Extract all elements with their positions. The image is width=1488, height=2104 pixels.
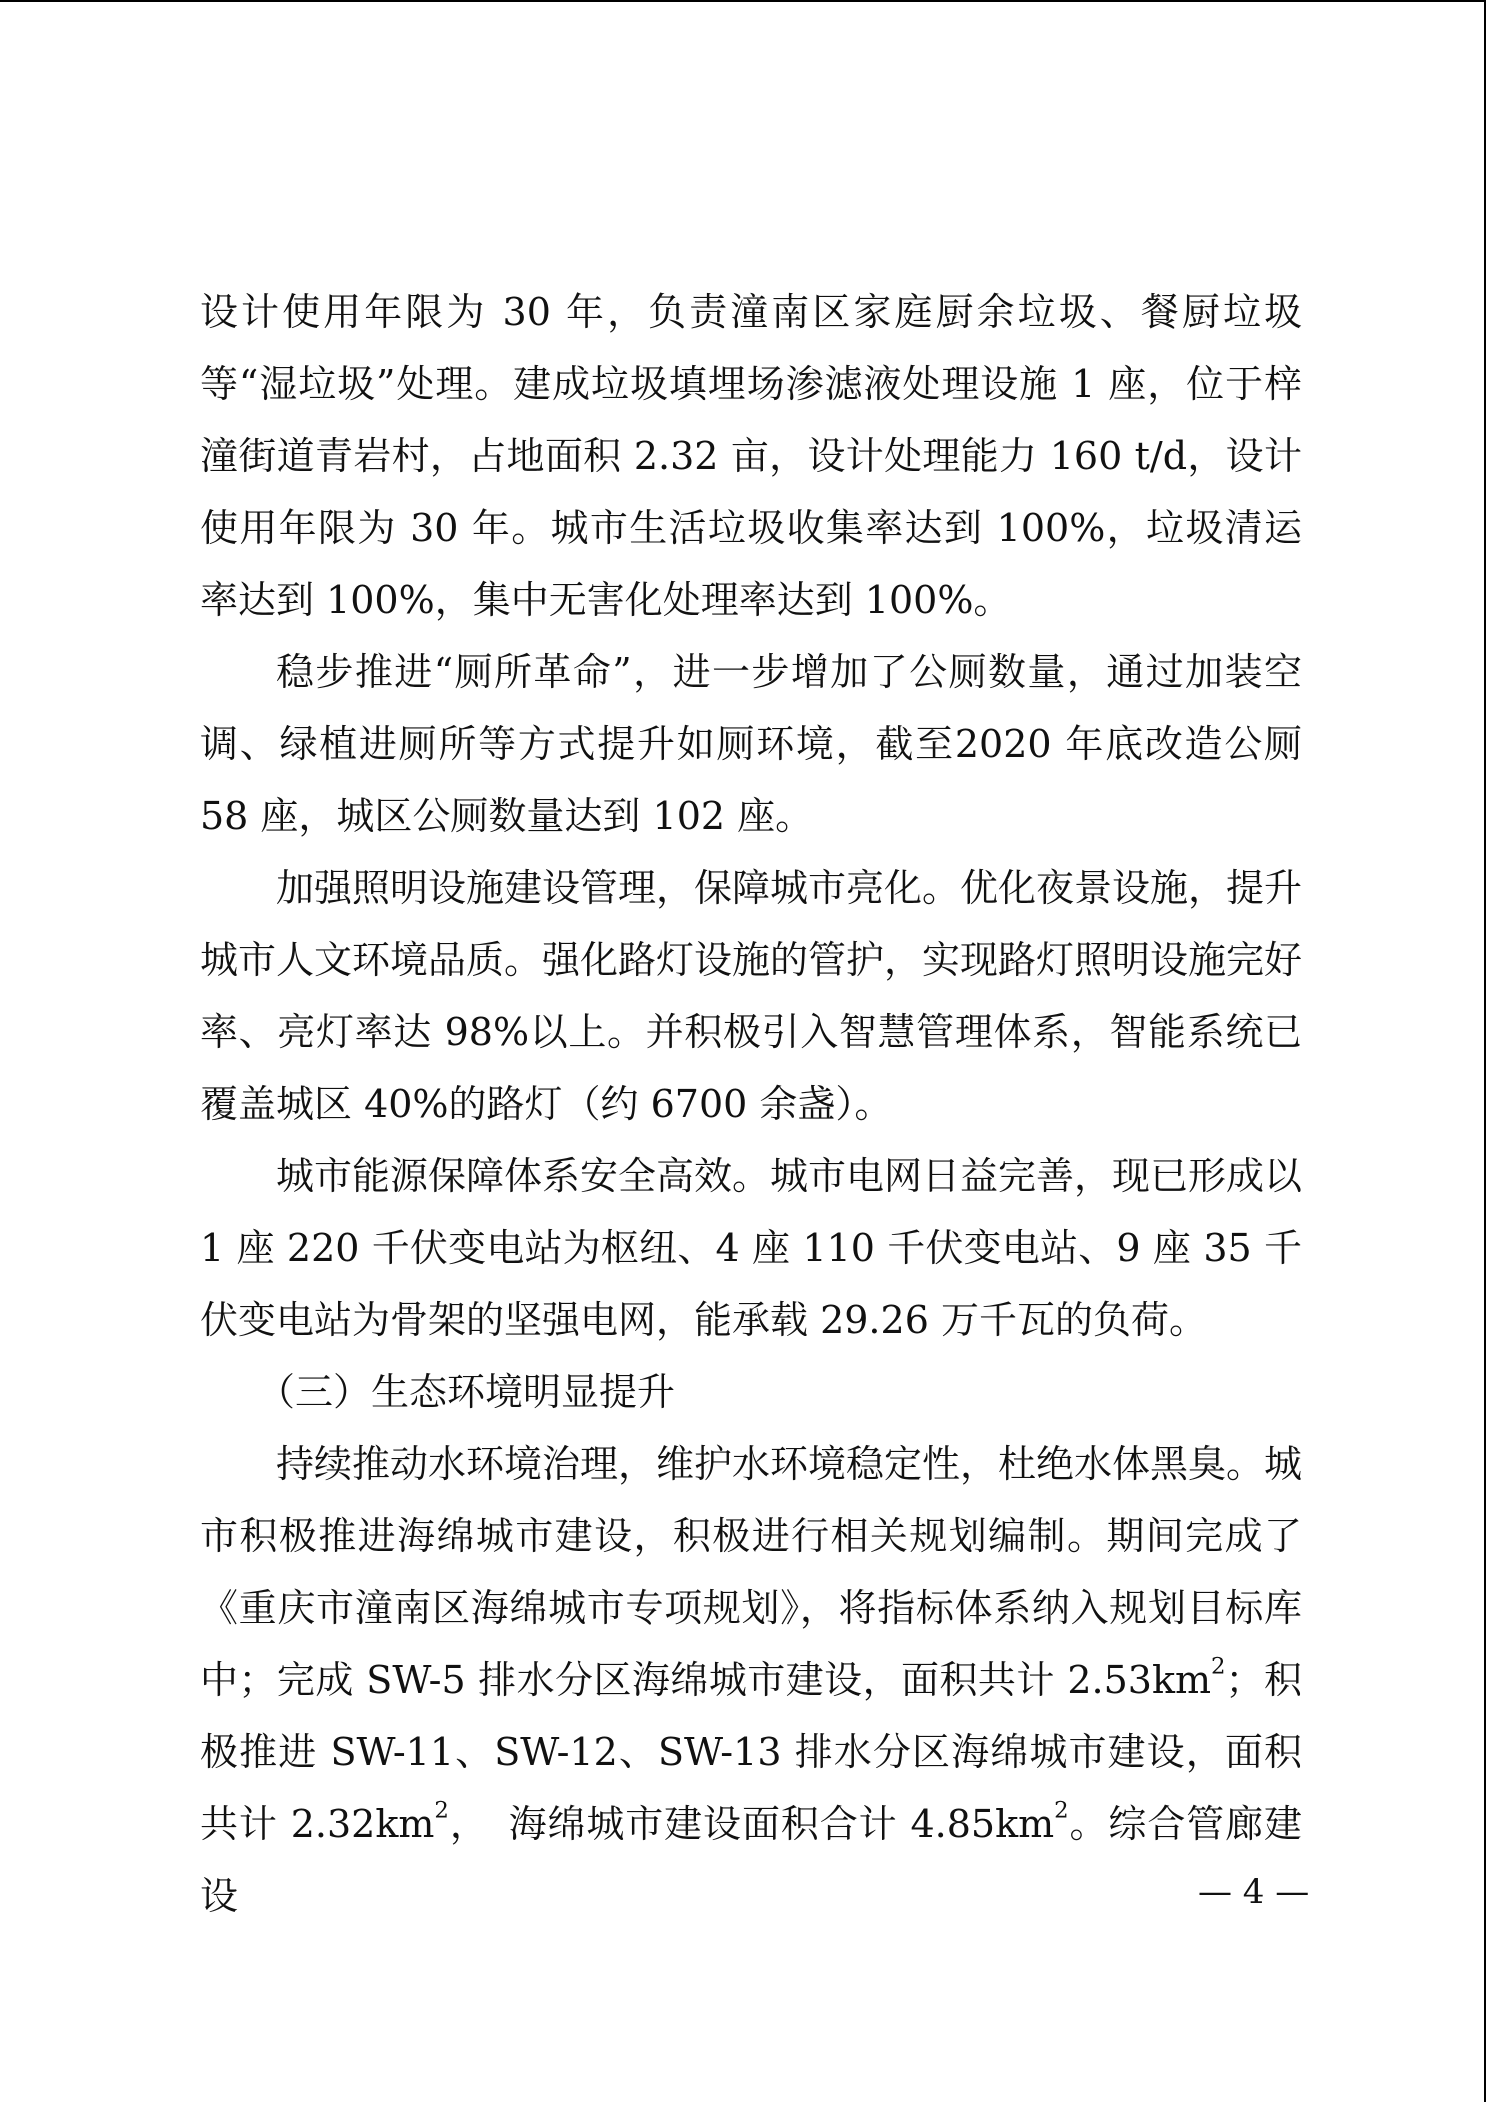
paragraph-toilet-revolution: 稳步推进“厕所革命”，进一步增加了公厕数量，通过加装空调、绿植进厕所等方式提升如厕环境，截至2020 年底改造公厕 58 座，城区公厕数量达到 102 座。 <box>200 650 1302 838</box>
superscript-3: 2 <box>1054 1797 1069 1824</box>
section-heading: （三）生态环境明显提升 <box>257 1370 676 1414</box>
water-text-part-2: ；积极推进 SW-11、SW-12、SW-13 排水分区海绵城市建设，面积共计 2.32km <box>200 1658 1302 1846</box>
document-body <box>200 276 1310 1932</box>
paragraph-energy: 城市能源保障体系安全高效。城市电网日益完善，现已形成以 1 座 220 千伏变电站为枢纽、4 座 110 千伏变电站、9 座 35 千伏变电站为骨架的坚强电网，能承载 29.26 万千瓦的负荷。 <box>200 1154 1303 1342</box>
paragraph-waste-treatment: 设计使用年限为 30 年，负责潼南区家庭厨余垃圾、餐厨垃圾等“湿垃圾”处理。建成垃圾填埋场渗滤液处理设施 1 座，位于梓潼街道青岩村，占地面积 2.32 亩，设计处理能力 160 t/d，设计使用年限为 30 年。城市生活垃圾收集率达到 100%，垃圾清运率达到 100%，集中无害化处理率达到 100%。 <box>200 290 1302 622</box>
water-text-part-1: 持续推动水环境治理，维护水环境稳定性，杜绝水体黑臭。城市积极推进海绵城市建设，积极进行相关规划编制。期间完成了《重庆市潼南区海绵城市专项规划》，将指标体系纳入规划目标库中；完成 SW-5 排水分区海绵城市建设，面积共计 2.53km <box>200 1442 1303 1702</box>
paragraph-water-environment <box>200 1428 1310 1932</box>
page-number: — 4 — <box>1198 1872 1310 1912</box>
superscript-2: 2 <box>434 1797 449 1824</box>
water-text-part-4: 。综合管廊建设 <box>200 1802 1302 1918</box>
water-text-part-3: ， 海绵城市建设面积合计 4.85km <box>448 1802 1055 1846</box>
paragraph-lighting: 加强照明设施建设管理，保障城市亮化。优化夜景设施，提升城市人文环境品质。强化路灯设施的管护，实现路灯照明设施完好率、亮灯率达 98%以上。并积极引入智慧管理体系，智能系统已覆盖城区 40%的路灯（约 6700 余盏）。 <box>200 866 1303 1126</box>
superscript-1: 2 <box>1211 1653 1226 1680</box>
